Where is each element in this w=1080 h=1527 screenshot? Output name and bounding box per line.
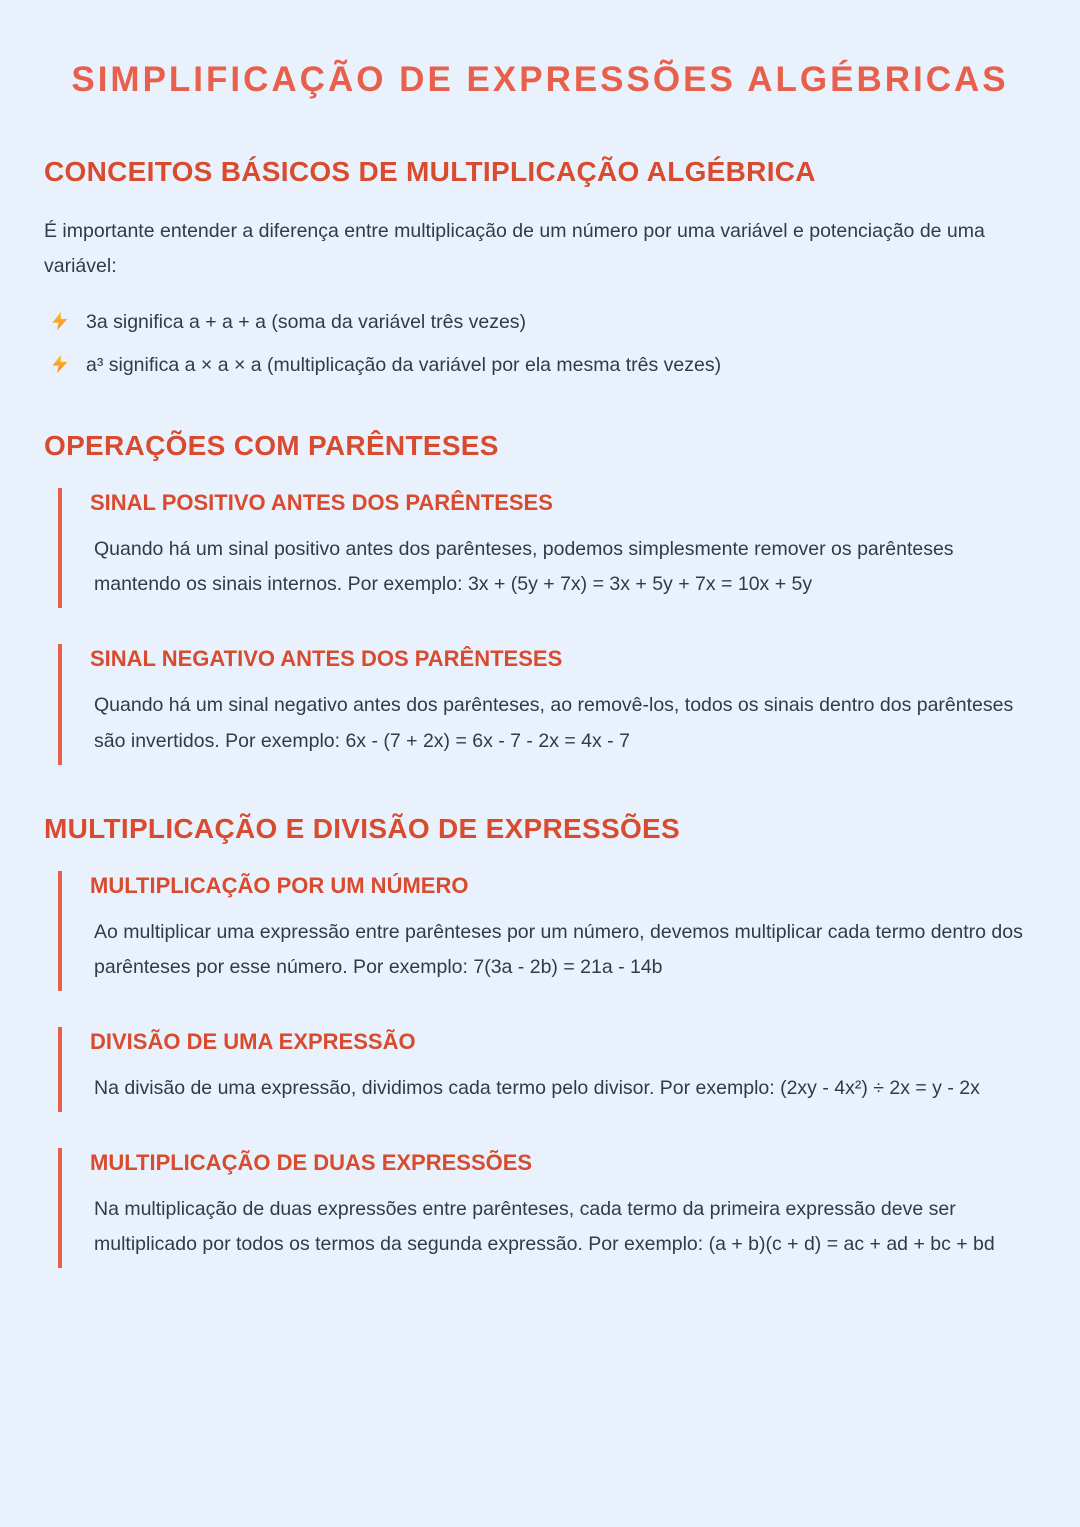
section-intro-paragraph: É importante entender a diferença entre multiplicação de um número por uma variável e potenciação de uma variável:	[44, 219, 985, 277]
section-heading: MULTIPLICAÇÃO E DIVISÃO DE EXPRESSÕES	[44, 812, 680, 844]
subsection-body: Na multiplicação de duas expressões entre parênteses, cada termo da primeira expressão deve ser multiplicado por todos os termos da segunda expressão. Por exemplo: (a + b)(c + d) = ac + ad + bc + bd	[94, 1197, 995, 1255]
section-operacoes-parenteses	[44, 430, 1036, 764]
subsection-sinal-negativo	[58, 644, 1036, 764]
bullet-list	[44, 306, 1036, 382]
subsection-multiplicacao-duas-expressoes	[58, 1148, 1036, 1268]
section-conceitos-basicos	[44, 156, 1036, 382]
bullet-text: 3a significa a + a + a (soma da variável três vezes)	[86, 310, 527, 333]
subsection-body: Na divisão de uma expressão, dividimos cada termo pelo divisor. Por exemplo: (2xy - 4x²) ÷ 2x = y - 2x	[94, 1076, 980, 1099]
subsection-title: SINAL POSITIVO ANTES DOS PARÊNTESES	[90, 490, 553, 516]
subsection-title: MULTIPLICAÇÃO DE DUAS EXPRESSÕES	[90, 1149, 533, 1175]
lightning-bolt-icon	[50, 352, 70, 376]
subsection-sinal-positivo	[58, 488, 1036, 608]
page-title: SIMPLIFICAÇÃO DE EXPRESSÕES ALGÉBRICAS	[71, 60, 1009, 99]
list-item	[44, 349, 1036, 382]
subsection-body: Ao multiplicar uma expressão entre parênteses por um número, devemos multiplicar cada termo dentro dos parênteses por esse número. Por exemplo: 7(3a - 2b) = 21a - 14b	[94, 920, 1023, 978]
section-heading: CONCEITOS BÁSICOS DE MULTIPLICAÇÃO ALGÉBRICA	[44, 155, 816, 187]
section-multiplicacao-divisao	[44, 813, 1036, 1268]
subsection-title: MULTIPLICAÇÃO POR UM NÚMERO	[90, 872, 469, 898]
subsection-title: SINAL NEGATIVO ANTES DOS PARÊNTESES	[90, 646, 563, 672]
list-item	[44, 306, 1036, 339]
subsection-body: Quando há um sinal negativo antes dos parênteses, ao removê-los, todos os sinais dentro dos parênteses são invertidos. Por exemplo: 6x - (7 + 2x) = 6x - 7 - 2x = 4x - 7	[94, 694, 1014, 752]
bullet-text: a³ significa a × a × a (multiplicação da variável por ela mesma três vezes)	[86, 354, 722, 377]
subsection-multiplicacao-numero	[58, 871, 1036, 991]
subsection-divisao-expressao	[58, 1027, 1036, 1112]
section-heading: OPERAÇÕES COM PARÊNTESES	[44, 430, 499, 462]
subsection-body: Quando há um sinal positivo antes dos parênteses, podemos simplesmente remover os parênteses mantendo os sinais internos. Por exemplo: 3x + (5y + 7x) = 3x + 5y + 7x = 10x + 5y	[94, 538, 954, 596]
lightning-bolt-icon	[50, 309, 70, 333]
subsection-title: DIVISÃO DE UMA EXPRESSÃO	[90, 1028, 416, 1054]
